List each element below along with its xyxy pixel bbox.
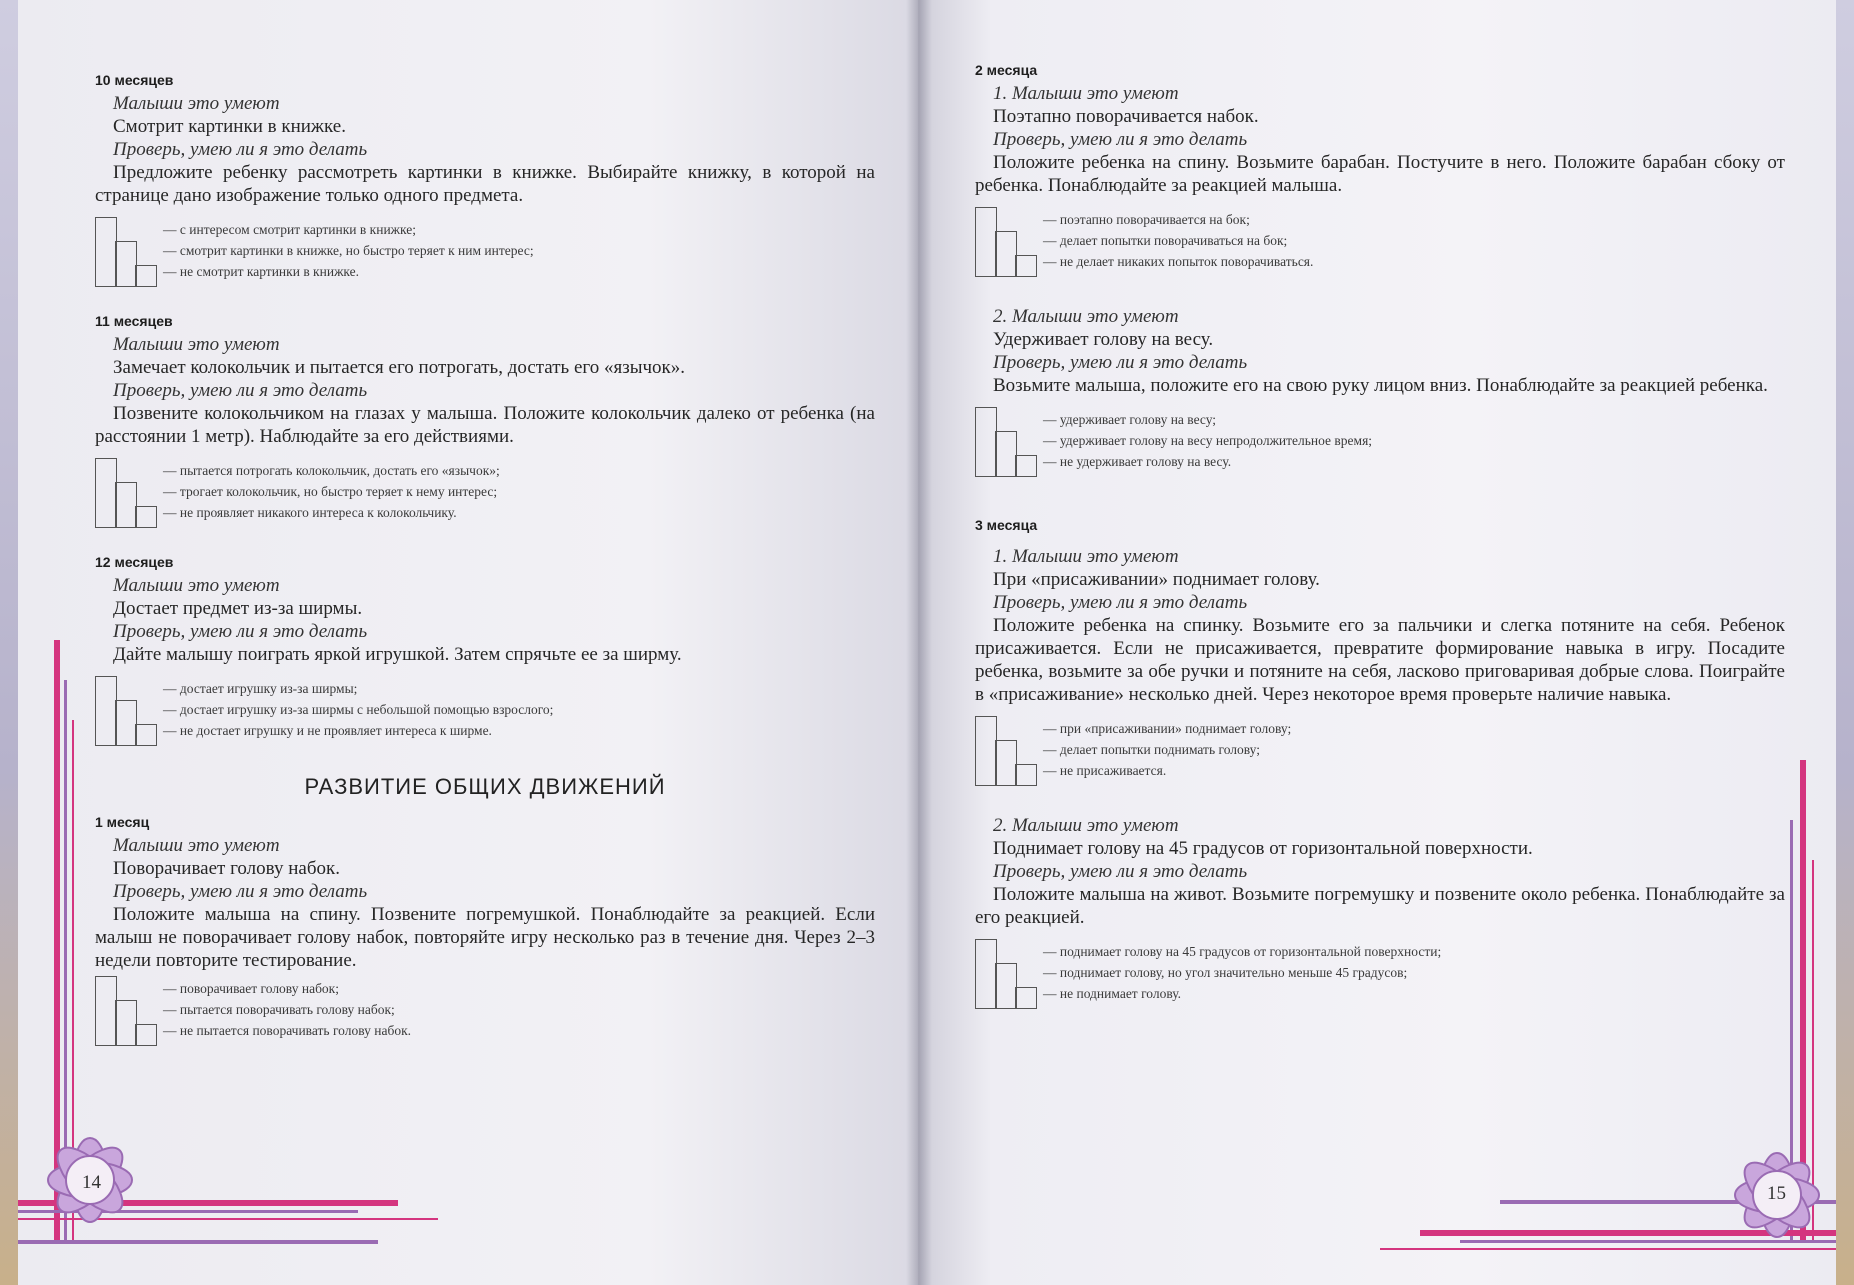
check-heading: Проверь, умею ли я это делать [993,592,1248,613]
criterion-medium: — делает попытки поднимать голову; [1043,739,1291,760]
skill-text: При «присаживании» поднимает голову. [993,569,1320,590]
assessment-scale [975,939,1785,1009]
check-heading: Проверь, умею ли я это делать [993,129,1248,150]
criteria-list [163,976,411,1041]
stairs-icon [975,716,1037,786]
check-heading: Проверь, умею ли я это делать [113,139,368,160]
criterion-low: — не удерживает голову на весу. [1043,451,1372,472]
criterion-high: — поэтапно поворачивается на бок; [1043,209,1313,230]
check-heading: Проверь, умею ли я это делать [113,380,368,401]
age-heading: 10 месяцев [95,72,174,88]
stairs-icon [975,407,1037,477]
criterion-medium: — достает игрушку из-за ширмы с небольшой помощью взрослого; [163,699,553,720]
age-heading: 1 месяц [95,814,150,830]
stairs-icon [975,207,1037,277]
criterion-low: — не пытается поворачивать голову набок. [163,1020,411,1041]
instruction-text: Возьмите малыша, положите его на свою руку лицом вниз. Понаблюдайте за реакцией ребенка. [993,375,1768,396]
section-10-months [95,72,875,287]
assessment-scale [975,407,1785,477]
can-do-heading: Малыши это умеют [113,575,280,596]
criterion-high: — удерживает голову на весу; [1043,409,1372,430]
assessment-scale [95,676,875,746]
assessment-scale [95,976,875,1046]
criterion-medium: — трогает колокольчик, но быстро теряет к нему интерес; [163,481,500,502]
instruction-text: Позвените колокольчиком на глазах у малыша. Положите колокольчик далеко от ребенка (на расстоянии 1 метр). Наблюдайте за его действиями. [95,403,875,447]
criteria-list [163,458,500,523]
instruction-text: Положите ребенка на спину. Возьмите барабан. Постучите в него. Положите барабан сбоку от ребенка. Понаблюдайте за реакцией малыша. [975,152,1785,196]
skill-text: Смотрит картинки в книжке. [113,116,346,137]
section-1-month [95,814,875,1046]
criterion-high: — поворачивает голову набок; [163,978,411,999]
section-2-months-1 [975,82,1785,277]
skill-text: Поворачивает голову набок. [113,858,340,879]
criteria-list [1043,716,1291,781]
can-do-heading: 2. Малыши это умеют [993,306,1179,327]
section-3-months-1 [975,545,1785,786]
criterion-medium: — смотрит картинки в книжке, но быстро теряет к ним интерес; [163,240,534,261]
criterion-low: — не делает никаких попыток поворачиваться. [1043,251,1313,272]
can-do-heading: 1. Малыши это умеют [993,83,1179,104]
criterion-high: — с интересом смотрит картинки в книжке; [163,219,534,240]
assessment-scale [95,458,875,528]
criterion-medium: — удерживает голову на весу непродолжительное время; [1043,430,1372,451]
skill-text: Замечает колокольчик и пытается его потрогать, достать его «язычок». [113,357,686,378]
instruction-text: Дайте малышу поиграть яркой игрушкой. Затем спрячьте ее за ширму. [113,644,682,665]
criterion-low: — не проявляет никакого интереса к колокольчику. [163,502,500,523]
stairs-icon [95,458,157,528]
age-heading: 11 месяцев [95,313,173,329]
criterion-low: — не смотрит картинки в книжке. [163,261,534,282]
section-11-months [95,313,875,528]
assessment-scale [95,217,875,287]
can-do-heading: Малыши это умеют [113,93,280,114]
assessment-scale [975,716,1785,786]
age-heading: 12 месяцев [95,554,174,570]
stairs-icon [95,217,157,287]
section-3-months-2 [975,814,1785,1009]
book-gutter [906,0,932,1285]
criteria-list [163,676,553,741]
skill-text: Достает предмет из-за ширмы. [113,598,363,619]
instruction-text: Предложите ребенку рассмотреть картинки в книжке. Выбирайте книжку, в которой на странице дано изображение только одного предмета. [95,162,875,206]
can-do-heading: 2. Малыши это умеют [993,815,1179,836]
chapter-title: РАЗВИТИЕ ОБЩИХ ДВИЖЕНИЙ [304,774,666,799]
criterion-low: — не поднимает голову. [1043,983,1441,1004]
page-number-left: 14 [82,1172,101,1193]
criterion-high: — достает игрушку из-за ширмы; [163,678,553,699]
can-do-heading: 1. Малыши это умеют [993,546,1179,567]
criterion-medium: — делает попытки поворачиваться на бок; [1043,230,1313,251]
criterion-low: — не достает игрушку и не проявляет интереса к ширме. [163,720,553,741]
criteria-list [1043,407,1372,472]
stairs-icon [975,939,1037,1009]
instruction-text: Положите малыша на живот. Возьмите погремушку и позвените около ребенка. Понаблюдайте за его реакцией. [975,884,1785,928]
check-heading: Проверь, умею ли я это делать [113,881,368,902]
section-12-months [95,554,875,746]
check-heading: Проверь, умею ли я это делать [113,621,368,642]
age-heading-2-months: 2 месяца [975,62,1038,78]
criterion-high: — при «присаживании» поднимает голову; [1043,718,1291,739]
assessment-scale [975,207,1785,277]
age-heading-3-months: 3 месяца [975,517,1038,533]
skill-text: Удерживает голову на весу. [993,329,1214,350]
skill-text: Поднимает голову на 45 градусов от горизонтальной поверхности. [993,838,1533,859]
page-number-right: 15 [1767,1183,1786,1204]
criteria-list [1043,939,1441,1004]
skill-text: Поэтапно поворачивается набок. [993,106,1259,127]
can-do-heading: Малыши это умеют [113,835,280,856]
instruction-text: Положите малыша на спину. Позвените погремушкой. Понаблюдайте за реакцией. Если малыш не поворачивает голову набок, повторяйте игру несколько раз в течение дня. Через 2–3 недели повторите тестирование. [95,904,875,971]
criteria-list [1043,207,1313,272]
check-heading: Проверь, умею ли я это делать [993,861,1248,882]
instruction-text: Положите ребенка на спинку. Возьмите его за пальчики и слегка потяните на себя. Ребенок присаживается. Если не присаживается, превратите формирование навыка в игру. Посадите ребенка, возьмите за обе ручки и потяните на себя, ласково приговаривая добрые слова. Поиграйте в «присаживание» несколько дней. Через некоторое время проверьте наличие навыка. [975,615,1785,705]
stairs-icon [95,976,157,1046]
right-page-content [975,62,1785,1009]
criterion-medium: — пытается поворачивать голову набок; [163,999,411,1020]
criterion-high: — поднимает голову на 45 градусов от горизонтальной поверхности; [1043,941,1441,962]
left-page-content [95,72,875,1046]
check-heading: Проверь, умею ли я это делать [993,352,1248,373]
criteria-list [163,217,534,282]
criterion-high: — пытается потрогать колокольчик, достать его «язычок»; [163,460,500,481]
section-2-months-2 [975,305,1785,477]
criterion-low: — не присаживается. [1043,760,1291,781]
stairs-icon [95,676,157,746]
criterion-medium: — поднимает голову, но угол значительно меньше 45 градусов; [1043,962,1441,983]
can-do-heading: Малыши это умеют [113,334,280,355]
